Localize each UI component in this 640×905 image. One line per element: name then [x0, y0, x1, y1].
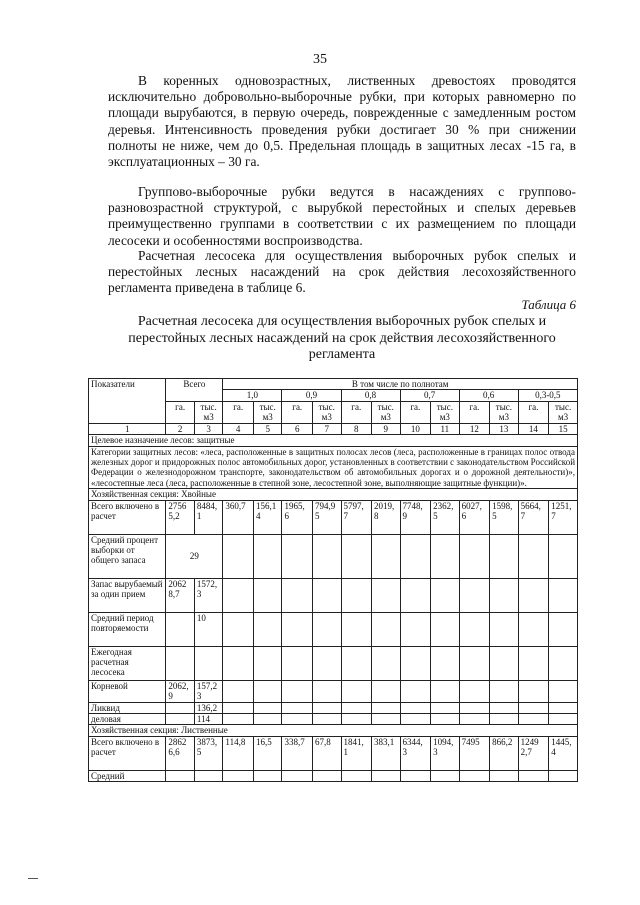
table-row — [89, 770, 578, 781]
section-conifer: Хозяйственная секция: Хвойные — [89, 489, 578, 500]
table-title: Расчетная лесосека для осуществления выборочных рубок спелых и перестойных лесных насаждений на срок действия лесохозяйственного регламента — [128, 314, 556, 362]
cell: 1251, 7 — [549, 500, 578, 534]
unit-ha: га. — [282, 401, 313, 423]
col-number: 9 — [372, 423, 401, 434]
cell: 157,2 3 — [194, 680, 223, 702]
cell: 7495 — [459, 736, 490, 770]
col-number: 13 — [490, 423, 519, 434]
cell: 8484, 1 — [194, 500, 223, 534]
table-row — [89, 534, 578, 578]
table-row — [89, 736, 578, 770]
cell: 2019, 8 — [372, 500, 401, 534]
cell: 1094, 3 — [431, 736, 460, 770]
cell: 1249 2,7 — [518, 736, 549, 770]
table-row — [89, 680, 578, 702]
unit-thous: тыс. м3 — [313, 401, 342, 423]
cell: 1572, 3 — [194, 578, 223, 612]
row-label: Средний период повторяемости — [89, 612, 166, 646]
cell: 2862 6,6 — [166, 736, 195, 770]
unit-thous: тыс. м3 — [490, 401, 519, 423]
col-number: 3 — [194, 423, 223, 434]
row-label: деловая — [89, 714, 166, 725]
cell: 10 — [194, 612, 223, 646]
table-caption: Таблица 6 — [521, 297, 576, 312]
density-header: 0,3-0,5 — [518, 390, 577, 401]
cell: 156,1 4 — [253, 500, 282, 534]
cell: 1841, 1 — [341, 736, 372, 770]
paragraph-2: Группово-выборочные рубки ведутся в насаждениях с группово-разновозрастной структурой, с вырубкой перестойных и спелых деревьев преимущественно группами в соответствии с их размещением по площади лесосеки и особенностями воспроизводства. — [108, 184, 576, 248]
cell: 114,8 — [223, 736, 254, 770]
cell: 6344, 3 — [400, 736, 431, 770]
col-number: 15 — [549, 423, 578, 434]
unit-ha: га. — [400, 401, 431, 423]
row-label: Корневой — [89, 680, 166, 702]
unit-ha: га. — [518, 401, 549, 423]
paragraph-1: В коренных одновозрастных, лиственных древостоях проводятся исключительно добровольно-выборочные рубки, при которых равномерно по площади вырубаются, в первую очередь, поврежденные с замедленным ростом деревья. Интенсивность проведения рубки достигает 30 % при снижении полноты не ниже, чем до 0,5. Предельная площадь в защитных лесах -15 га, в эксплуатационных – 30 га. — [108, 73, 576, 170]
col-number: 11 — [431, 423, 460, 434]
cell: 7748, 9 — [400, 500, 431, 534]
density-header: 0,7 — [400, 390, 459, 401]
cell: 6027, 6 — [459, 500, 490, 534]
row-label: Ежегодная расчетная лесосека — [89, 646, 166, 680]
col-number: 10 — [400, 423, 431, 434]
unit-ha: га. — [166, 401, 195, 423]
purpose-cell: Целевое назначение лесов: защитные — [89, 435, 578, 446]
table-row — [89, 646, 578, 680]
margin-mark — [28, 878, 38, 879]
row-label: Всего включено в расчет — [89, 500, 166, 534]
unit-thous: тыс. м3 — [253, 401, 282, 423]
cell: 383,1 — [372, 736, 401, 770]
cell: 16,5 — [253, 736, 282, 770]
cell: 136,2 — [194, 702, 223, 713]
col-number: 5 — [253, 423, 282, 434]
col-number: 12 — [459, 423, 490, 434]
density-header: 1,0 — [223, 390, 282, 401]
cell: 866,2 — [490, 736, 519, 770]
col-number: 14 — [518, 423, 549, 434]
cell: 338,7 — [282, 736, 313, 770]
cell: 360,7 — [223, 500, 254, 534]
cell: 67,8 — [313, 736, 342, 770]
paragraph-3: Расчетная лесосека для осуществления выборочных рубок спелых и перестойных лесных насаждений на срок действия лесохозяйственного регламента приведена в таблице 6. — [108, 248, 576, 296]
page-number: 35 — [313, 52, 327, 67]
col-number: 7 — [313, 423, 342, 434]
density-header: 0,8 — [341, 390, 400, 401]
density-header: 0,9 — [282, 390, 341, 401]
table-row — [89, 578, 578, 612]
unit-thous: тыс. м3 — [372, 401, 401, 423]
col-number: 4 — [223, 423, 254, 434]
cell: 794,9 5 — [313, 500, 342, 534]
purpose-row — [89, 435, 578, 446]
table-row — [89, 702, 578, 713]
row-label: Средний процент выборки от общего запаса — [89, 534, 166, 578]
cell: 1965, 6 — [282, 500, 313, 534]
cell: 3873, 5 — [194, 736, 223, 770]
unit-ha: га. — [341, 401, 372, 423]
col-number: 2 — [166, 423, 195, 434]
unit-thous: тыс. м3 — [194, 401, 223, 423]
forest-cut-table — [88, 378, 578, 782]
table-row — [89, 714, 578, 725]
unit-thous: тыс. м3 — [549, 401, 578, 423]
cell: 5797, 7 — [341, 500, 372, 534]
categories-row — [89, 446, 578, 489]
row-label: Средний — [89, 770, 166, 781]
column-number-row — [89, 423, 578, 434]
unit-thous: тыс. м3 — [431, 401, 460, 423]
col-number: 6 — [282, 423, 313, 434]
row-label: Всего включено в расчет — [89, 736, 166, 770]
cell: 2062 8,7 — [166, 578, 195, 612]
table-row — [89, 612, 578, 646]
cell: 2062, 9 — [166, 680, 195, 702]
cell: 29 — [166, 534, 223, 578]
section-row — [89, 725, 578, 736]
cell: 2756 5,2 — [166, 500, 195, 534]
unit-ha: га. — [459, 401, 490, 423]
cell: 1598, 5 — [490, 500, 519, 534]
cell: 5664, 7 — [518, 500, 549, 534]
cell: 114 — [194, 714, 223, 725]
cell: 2362, 5 — [431, 500, 460, 534]
row-label: Ликвид — [89, 702, 166, 713]
header-by-density: В том числе по полнотам — [223, 379, 578, 390]
section-row — [89, 489, 578, 500]
header-indicators: Показатели — [89, 379, 166, 424]
table-row — [89, 500, 578, 534]
header-row-1 — [89, 379, 578, 390]
cell: 1445, 4 — [549, 736, 578, 770]
col-number: 8 — [341, 423, 372, 434]
section-deciduous: Хозяйственная секция: Лиственные — [89, 725, 578, 736]
categories-cell: Категории защитных лесов: «леса, расположенные в защитных полосах лесов (леса, расположенные в границах полос отвода железных дорог и придорожных полос автомобильных дорог, установленных в соответствии с законодательством Российской Федерации о железнодорожном транспорте, законодательством об автомобильных дорогах и о дорожной деятельности)», «лесостепные леса (леса, расположенные в степной зоне, лесостепной зоне, выполняющие защитные функции)». — [89, 446, 578, 489]
col-number: 1 — [89, 423, 166, 434]
row-label: Запас вырубаемый за один прием — [89, 578, 166, 612]
unit-ha: га. — [223, 401, 254, 423]
header-total: Всего — [166, 379, 223, 402]
density-header: 0,6 — [459, 390, 518, 401]
